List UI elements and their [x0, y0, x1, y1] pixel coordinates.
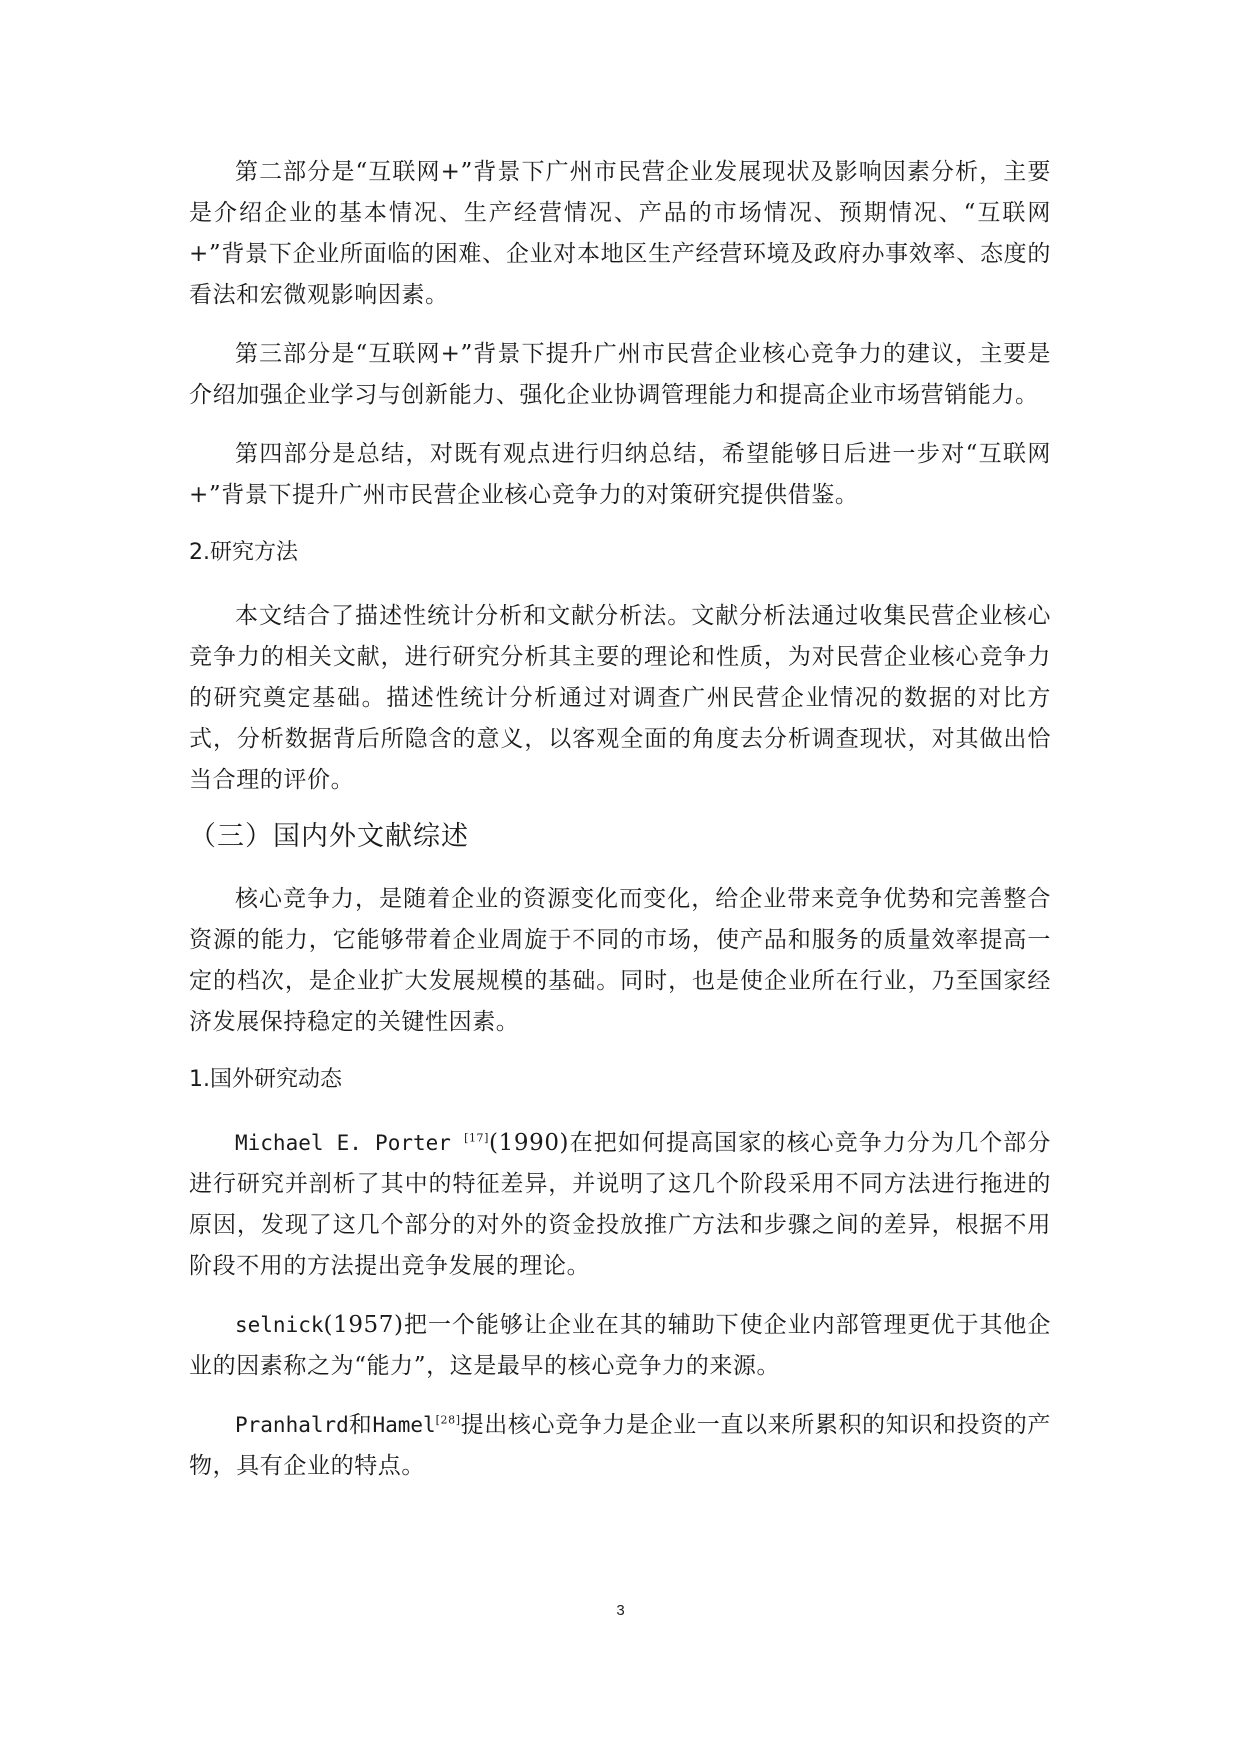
page-number: 3 — [616, 1602, 625, 1619]
citation-28: [28] — [435, 1413, 461, 1427]
author-selnick: selnick — [235, 1313, 324, 1337]
conjunction-and: 和 — [348, 1412, 373, 1438]
author-pranhalrd: Pranhalrd — [235, 1413, 349, 1437]
paragraph-research-methods: 本文结合了描述性统计分析和文献分析法。文献分析法通过收集民营企业核心竞争力的相关文献，进行研究分析其主要的理论和性质，为对民营企业核心竞争力的研究奠定基础。描述性统计分析通过对调查广州民营企业情况的数据的对比方式，分析数据背后所隐含的意义，以客观全面的角度去分析调查现状，对其做出恰当合理的评价。 — [189, 603, 1051, 793]
prahalad-text: 提出核心竞争力是企业一直以来所累积的知识和投资的产物，具有企业的特点。 — [189, 1412, 1052, 1479]
paragraph-part-two: 第二部分是“互联网+”背景下广州市民营企业发展现状及影响因素分析，主要是介绍企业的基本情况、生产经营情况、产品的市场情况、预期情况、“互联网+”背景下企业所面临的困难、企业对本地区生产经营环境及政府办事效率、态度的看法和宏微观影响因素。 — [189, 159, 1051, 308]
paragraph-part-three: 第三部分是“互联网+”背景下提升广州市民营企业核心竞争力的建议，主要是介绍加强企业学习与创新能力、强化企业协调管理能力和提高企业市场营销能力。 — [189, 341, 1051, 408]
citation-17: [17] — [464, 1131, 490, 1145]
heading-foreign-research: 1.国外研究动态 — [189, 1067, 342, 1092]
heading-research-methods: 2.研究方法 — [189, 540, 298, 565]
paragraph-part-four: 第四部分是总结，对既有观点进行归纳总结，希望能够日后进一步对“互联网+”背景下提升广州市民营企业核心竞争力的对策研究提供借鉴。 — [189, 441, 1051, 508]
porter-text: (1990)在把如何提高国家的核心竞争力分为几个部分进行研究并剖析了其中的特征差异，并说明了这几个阶段采用不同方法进行拖进的原因，发现了这几个部分的对外的资金投放推广方法和步骤之间的差异，根据不用阶段不用的方法提出竞争发展的理论。 — [189, 1130, 1051, 1279]
author-hamel: Hamel — [372, 1413, 436, 1437]
heading-literature-review: （三）国内外文献综述 — [189, 821, 469, 852]
page-content — [189, 152, 1051, 1505]
paragraph-porter — [189, 1123, 1051, 1287]
paragraph-prahalad-hamel — [189, 1405, 1051, 1487]
selnick-text: (1957)把一个能够让企业在其的辅助下使企业内部管理更优于其他企业的因素称之为“能力”，这是最早的核心竞争力的来源。 — [189, 1312, 1051, 1379]
paragraph-selnick — [189, 1305, 1051, 1387]
author-porter: Michael E. Porter — [235, 1131, 465, 1155]
paragraph-review-intro: 核心竞争力，是随着企业的资源变化而变化，给企业带来竞争优势和完善整合资源的能力，它能够带着企业周旋于不同的市场，使产品和服务的质量效率提高一定的档次，是企业扩大发展规模的基础。同时，也是使企业所在行业，乃至国家经济发展保持稳定的关键性因素。 — [189, 886, 1051, 1035]
